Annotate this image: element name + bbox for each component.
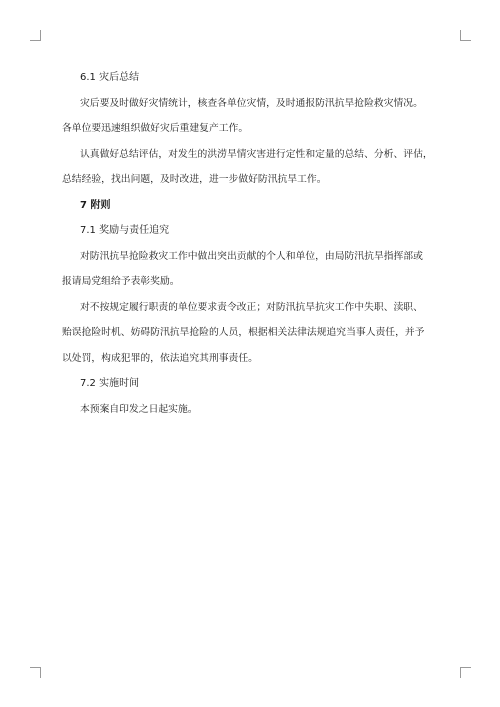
paragraph-line: 贻误抢险时机、妨碍防汛抗旱抢险的人员，根据相关法律法规追究当事人责任，并予 (62, 327, 425, 338)
paragraph-line: 灾后要及时做好灾情统计，核查各单位灾情，及时通报防汛抗旱抢险救灾情况。 (80, 98, 423, 109)
section-heading-7: 7 附则 (80, 200, 111, 211)
section-heading-7-1: 7.1 奖励与责任追究 (80, 225, 170, 236)
paragraph-line: 报请局党组给予表彰奖励。 (62, 276, 180, 287)
paragraph-line: 以处罚，构成犯罪的，依法追究其刑事责任。 (62, 353, 258, 364)
paragraph-line: 认真做好总结评估，对发生的洪涝旱情灾害进行定性和定量的总结、分析、评估， (80, 149, 433, 160)
section-heading-6-1: 6.1 灾后总结 (80, 72, 140, 83)
paragraph-line: 总结经验，找出问题，及时改进，进一步做好防汛抗旱工作。 (62, 174, 327, 185)
section-heading-7-2: 7.2 实施时间 (80, 378, 140, 389)
paragraph-line: 对防汛抗旱抢险救灾工作中做出突出贡献的个人和单位，由局防汛抗旱指挥部或 (80, 251, 423, 262)
paragraph-line: 对不按规定履行职责的单位要求责令改正；对防汛抗旱抗灾工作中失职、渎职、 (80, 302, 423, 313)
paragraph-line: 本预案自印发之日起实施。 (80, 404, 198, 415)
paragraph-line: 各单位要迅速组织做好灾后重建复产工作。 (62, 123, 249, 134)
